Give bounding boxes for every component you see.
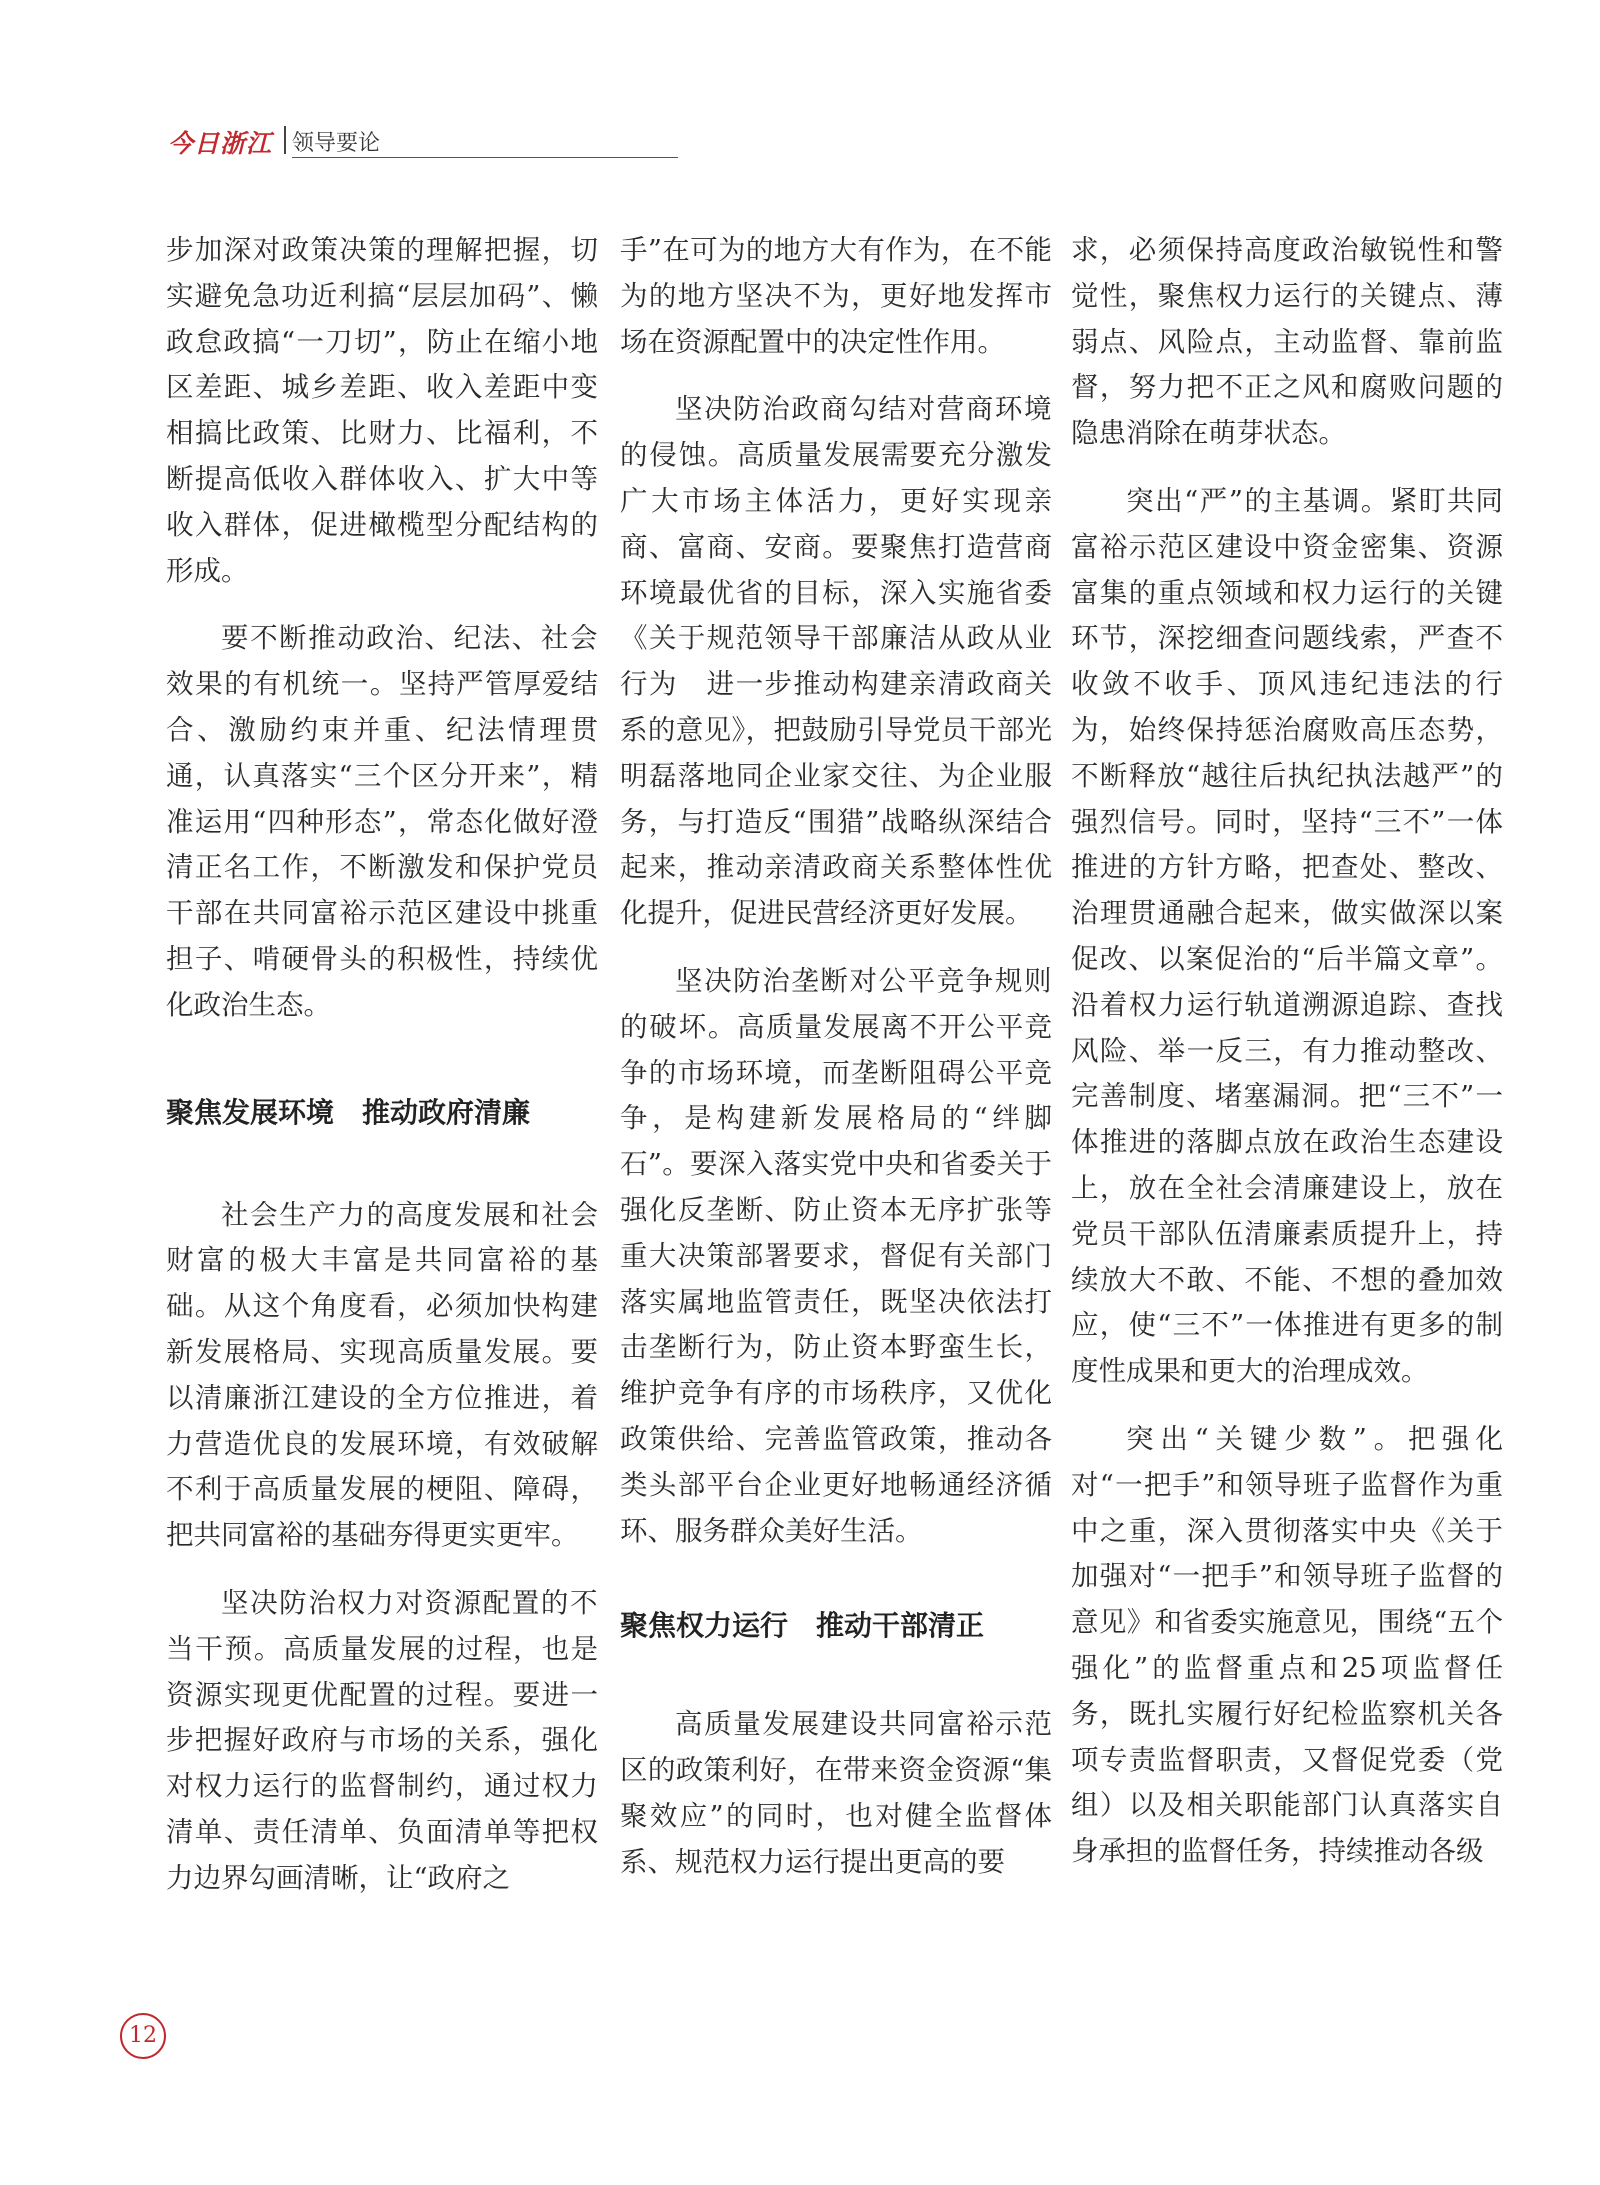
section-title: 领导要论	[292, 131, 381, 156]
paragraph: 步加深对政策决策的理解把握，切实避免急功近利搞“层层加码”、懒政怠政搞“一刀切”，防止在缩小地区差距、城乡差距、收入差距中变相搞比政策、比财力、比福利，不断提高低收入群体收入、扩大中等收入群体，促进橄榄型分配结构的形成。	[166, 234, 598, 587]
paragraph: 高质量发展建设共同富裕示范区的政策利好，在带来资金资源“集聚效应”的同时，也对健全监督体系、规范权力运行提出更高的要	[620, 1708, 1052, 1878]
page-header	[168, 120, 508, 160]
header-rule	[292, 157, 678, 158]
section-heading: 聚焦权力运行 推动干部清正	[620, 1609, 985, 1643]
paragraph: 求，必须保持高度政治敏锐性和警觉性，聚焦权力运行的关键点、薄弱点、风险点，主动监督、靠前监督，努力把不正之风和腐败问题的隐患消除在萌芽状态。	[1071, 234, 1503, 450]
paragraph-body: 把强化对“一把手”和领导班子监督作为重中之重，深入贯彻落实中央《关于加强对“一把手”和领导班子监督的意见》和省委实施意见，围绕“五个强化”的监督重点和25项监督任务，既扎实履行好纪检监察机关各项专责监督职责，又督促党委（党组）以及相关职能部门认真落实自身承担的监督任务，持续推动各级	[1071, 1422, 1503, 1868]
paragraph-body: 高质量发展的过程，也是资源实现更优配置的过程。要进一步把握好政府与市场的关系，强化对权力运行的监督制约，通过权力清单、责任清单、负面清单等把权力边界勾画清晰，让“政府之	[166, 1632, 599, 1894]
page-number: 12	[120, 2013, 166, 2059]
paragraph	[166, 616, 598, 1028]
lead-phrase: 要不断推动政治、纪法、社会效果的有机统一。	[166, 622, 598, 701]
paragraph: 手”在可为的地方大有作为，在不能为的地方坚决不为，更好地发挥市场在资源配置中的决定性作用。	[620, 234, 1052, 358]
paragraph	[166, 1581, 598, 1902]
header-divider	[284, 126, 286, 154]
paragraph	[1071, 479, 1503, 1395]
lead-phrase: 突出“关键少数”。	[1126, 1422, 1408, 1455]
paragraph-body: 高质量发展离不开公平竞争的市场环境，而垄断阻碍公平竞争，是构建新发展格局的“绊脚石”。要深入落实党中央和省委关于强化反垄断、防止资本无序扩张等重大决策部署要求，督促有关部门落实属地监管责任，既坚决依法打击垄断行为，防止资本野蛮生长，维护竞争有序的市场秩序，又优化政策供给、完善监管政策，推动各类头部平台企业更好地畅通经济循环、服务群众美好生活。	[620, 1010, 1053, 1547]
lead-phrase: 坚决防治政商勾结对营商环境的侵蚀。	[620, 393, 1052, 472]
paragraph-body: 高质量发展需要充分激发广大市场主体活力，更好实现亲商、富商、安商。要聚焦打造营商环境最优省的目标，深入实施省委《关于规范领导干部廉洁从政从业行为 进一步推动构建亲清政商关系的意见》，把鼓励引导党员干部光明磊落地同企业家交往、为企业服务，与打造反“围猎”战略纵深结合起来，推动亲清政商关系整体性优化提升，促进民营经济更好发展。	[620, 439, 1053, 930]
column-3	[1071, 228, 1503, 1875]
paragraph-body: 坚持严管厚爱结合、激励约束并重、纪法情理贯通，认真落实“三个区分开来”，精准运用“四种形态”，常态化做好澄清正名工作，不断激发和保护党员干部在共同富裕示范区建设中挑重担子、啃硬骨头的积极性，持续优化政治生态。	[166, 668, 598, 1021]
magazine-logo: 今日浙江	[168, 129, 273, 158]
paragraph: 社会生产力的高度发展和社会财富的极大丰富是共同富裕的基础。从这个角度看，必须加快构建新发展格局、实现高质量发展。要以清廉浙江建设的全方位推进，着力营造优良的发展环境，有效破解不利于高质量发展的梗阻、障碍，把共同富裕的基础夯得更实更牢。	[166, 1198, 598, 1552]
paragraph-body: 紧盯共同富裕示范区建设中资金密集、资源富集的重点领域和权力运行的关键环节，深挖细查问题线索，严查不收敛不收手、顶风违纪违法的行为，始终保持惩治腐败高压态势，不断释放“越往后执纪执法越严”的强烈信号。同时，坚持“三不”一体推进的方针方略，把查处、整改、治理贯通融合起来，做实做深以案促改、以案促治的“后半篇文章”。沿着权力运行轨道溯源追踪、查找风险、举一反三，有力推动整改、完善制度、堵塞漏洞。把“三不”一体推进的落脚点放在政治生态建设上，放在全社会清廉建设上，放在党员干部队伍清廉素质提升上，持续放大不敢、不能、不想的叠加效应，使“三不”一体推进有更多的制度性成果和更大的治理成效。	[1071, 484, 1503, 1388]
section-heading: 聚焦发展环境 推动政府清廉	[166, 1095, 531, 1129]
paragraph	[620, 959, 1052, 1554]
paragraph	[620, 387, 1052, 937]
lead-phrase: 坚决防治权力对资源配置的不当干预。	[166, 1586, 598, 1665]
paragraph	[1071, 1417, 1503, 1875]
column-1	[166, 228, 598, 1902]
lead-phrase: 突出“严”的主基调。	[1126, 484, 1390, 517]
column-2	[620, 228, 1052, 1886]
lead-phrase: 坚决防治垄断对公平竞争规则的破坏。	[620, 964, 1052, 1043]
